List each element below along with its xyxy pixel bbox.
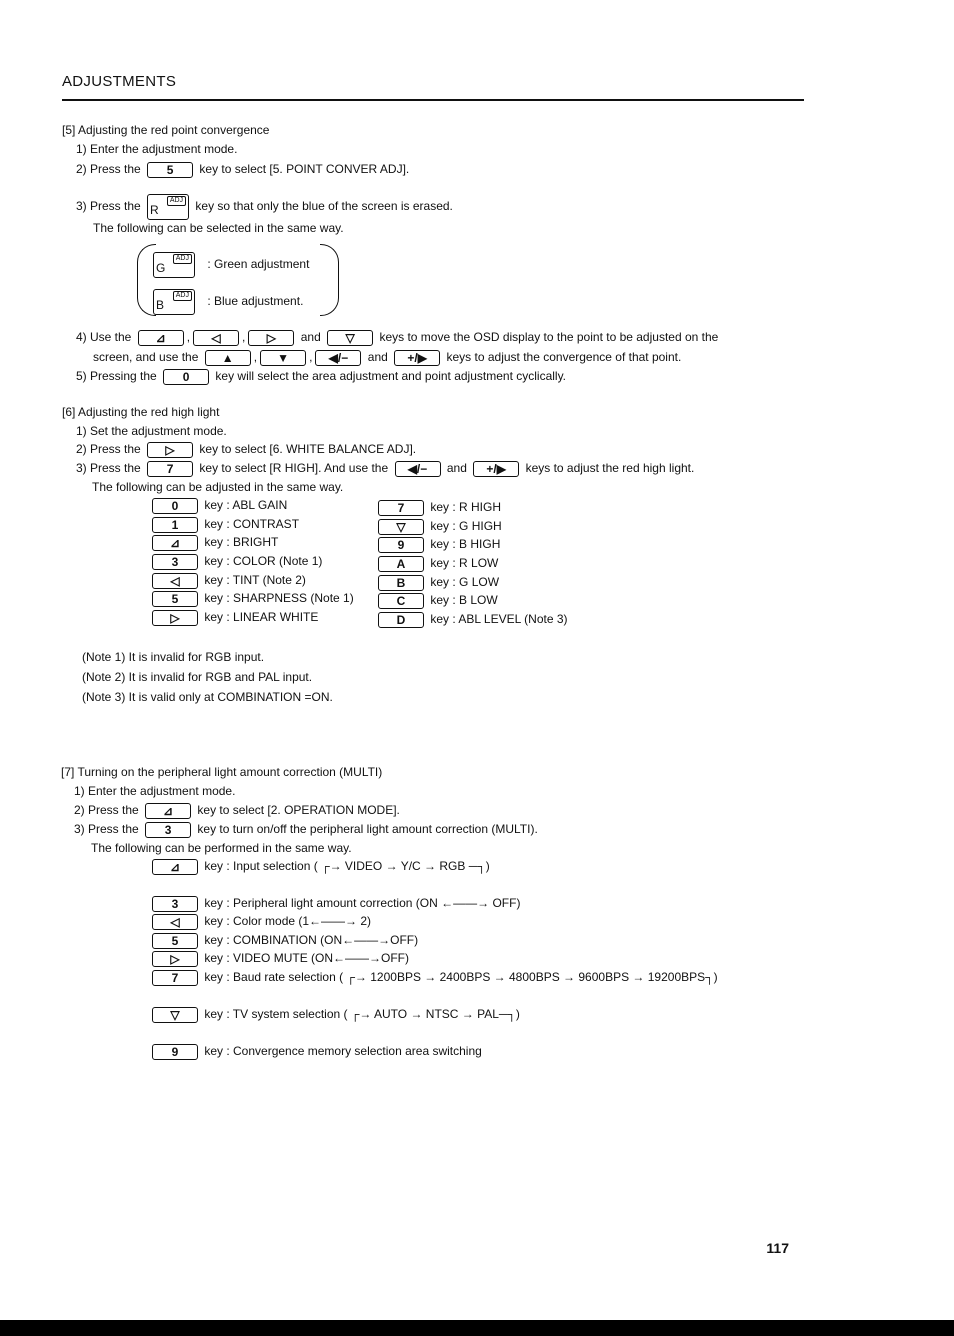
- item-text: key : R HIGH: [430, 500, 502, 515]
- key-right: ▷: [147, 442, 193, 458]
- item-text: key : G LOW: [430, 574, 500, 589]
- key-adj-label: ADJ: [173, 291, 192, 301]
- key-b: B: [378, 575, 424, 591]
- s5-step4-cont: screen, and use the ▲ , ▼ , ◀/− and +/▶ keys to adjust the convergence of that point.: [93, 350, 682, 365]
- key-right: ▷: [152, 610, 198, 626]
- key-c: C: [378, 593, 424, 609]
- key-b-adj: [153, 289, 195, 315]
- key-plus: +/▶: [394, 350, 440, 366]
- s7-step3: [74, 822, 538, 838]
- item-text: key : B HIGH: [430, 537, 501, 552]
- s7-item: [152, 859, 490, 875]
- item-text: key : Color mode (1←——→ 2): [204, 914, 372, 929]
- key-adj-label: ADJ: [167, 196, 186, 206]
- s5-step2: [76, 162, 409, 178]
- green-adj-text: : Green adjustment: [207, 257, 310, 272]
- item-text: key : VIDEO MUTE (ON←——→OFF): [204, 951, 410, 966]
- key-up: ⊿: [138, 330, 184, 346]
- list-item: [378, 556, 568, 575]
- page-number: 117: [766, 1240, 789, 1256]
- key-adj-label: ADJ: [173, 254, 192, 264]
- note-3: (Note 3) It is valid only at COMBINATION =ON.: [82, 690, 333, 704]
- list-item: [152, 517, 354, 536]
- key-5: 5: [152, 591, 198, 607]
- s7-item: [152, 933, 418, 949]
- key-7: 7: [147, 461, 193, 477]
- key-r-adj: [147, 194, 189, 220]
- s7-item: [152, 970, 718, 986]
- key-0: 0: [152, 498, 198, 514]
- key-left: ◁: [193, 330, 239, 346]
- s5-step3: [76, 194, 453, 220]
- item-text: key : R LOW: [430, 556, 499, 571]
- s6-step3-text-b: key to select [R HIGH]. And use the: [199, 461, 389, 476]
- and-word: and: [367, 350, 388, 365]
- blue-adj-row: [150, 289, 303, 315]
- list-item: [152, 498, 354, 517]
- green-adj-row: [150, 252, 309, 278]
- key-minus: ◀/−: [315, 350, 361, 366]
- key-9: 9: [378, 537, 424, 553]
- key-g-label: G: [156, 261, 166, 275]
- list-item: [378, 593, 568, 612]
- key-7: 7: [378, 500, 424, 516]
- key-b-label: B: [156, 298, 165, 312]
- list-item: [378, 575, 568, 594]
- s7-item: [152, 951, 409, 967]
- blue-adj-text: : Blue adjustment.: [207, 294, 304, 309]
- s6-step2-text-a: 2) Press the: [76, 442, 141, 457]
- item-text: key : ABL GAIN: [204, 498, 288, 513]
- s7-step2-text-b: key to select [2. OPERATION MODE].: [197, 803, 400, 818]
- key-1: 1: [152, 517, 198, 533]
- key-left: ◁: [152, 914, 198, 930]
- item-text: key : LINEAR WHITE: [204, 610, 319, 625]
- note-2: (Note 2) It is invalid for RGB and PAL input.: [82, 670, 313, 684]
- list-item: [152, 610, 354, 629]
- s5-step3-text-b: key so that only the blue of the screen is erased.: [195, 199, 453, 214]
- s7-item: [152, 1007, 520, 1023]
- s7-step1: 1) Enter the adjustment mode.: [74, 784, 236, 798]
- s6-right-list: [378, 500, 568, 631]
- s7-item: [152, 914, 371, 930]
- key-left: ◁: [152, 573, 198, 589]
- s6-step1: 1) Set the adjustment mode.: [76, 424, 227, 438]
- section-5-title: [5] Adjusting the red point convergence: [62, 123, 270, 137]
- key-minus: ◀/−: [395, 461, 441, 477]
- s5-step2-text-b: key to select [5. POINT CONVER ADJ].: [199, 162, 410, 177]
- key-d: D: [378, 612, 424, 628]
- s7-following: The following can be performed in the same way.: [91, 841, 352, 855]
- s5-step4-text-b: keys to move the OSD display to the point to be adjusted on the: [379, 330, 719, 345]
- s5-step4-text-d: keys to adjust the convergence of that point.: [446, 350, 682, 365]
- list-item: [378, 500, 568, 519]
- item-text: key : Baud rate selection ( ┌→ 1200BPS → 2400BPS → 4800BPS → 9600BPS → 19200BPS┐): [204, 970, 718, 985]
- s6-step3-text-a: 3) Press the: [76, 461, 141, 476]
- s6-step3-text-c: keys to adjust the red high light.: [525, 461, 695, 476]
- key-0: 0: [163, 369, 209, 385]
- key-7: 7: [152, 970, 198, 986]
- s5-step2-text-a: 2) Press the: [76, 162, 141, 177]
- item-text: key : COMBINATION (ON←——→OFF): [204, 933, 419, 948]
- and-word: and: [446, 461, 467, 476]
- and-word: and: [300, 330, 321, 345]
- key-down-solid: ▼: [260, 350, 306, 366]
- item-text: key : BRIGHT: [204, 535, 279, 550]
- s5-step4-text-c: screen, and use the: [93, 350, 199, 365]
- s5-step5-text-b: key will select the area adjustment and point adjustment cyclically.: [215, 369, 567, 384]
- list-item: [152, 535, 354, 554]
- right-brace: [320, 244, 339, 316]
- item-text: key : ABL LEVEL (Note 3): [430, 612, 568, 627]
- key-g-adj: [153, 252, 195, 278]
- item-text: key : CONTRAST: [204, 516, 300, 531]
- item-text: key : Convergence memory selection area switching: [204, 1044, 482, 1059]
- s5-step4: 4) Use the ⊿ , ◁ , ▷ and ▽ keys to move the OSD display to the point to be adjusted on the: [76, 330, 719, 345]
- s5-step3-text-a: 3) Press the: [76, 199, 141, 214]
- key-plus: +/▶: [473, 461, 519, 477]
- s5-step5-text-a: 5) Pressing the: [76, 369, 157, 384]
- key-5: 5: [152, 933, 198, 949]
- key-9: 9: [152, 1044, 198, 1060]
- s7-item: [152, 1044, 482, 1060]
- key-right: ▷: [152, 951, 198, 967]
- key-3: 3: [152, 554, 198, 570]
- bottom-bar: [0, 1320, 954, 1336]
- list-item: [152, 554, 354, 573]
- s7-step2-text-a: 2) Press the: [74, 803, 139, 818]
- list-item: [378, 519, 568, 538]
- item-text: key : B LOW: [430, 593, 498, 608]
- header-rule: [62, 99, 804, 101]
- s6-left-list: [152, 498, 354, 629]
- item-text: key : TINT (Note 2): [204, 572, 306, 587]
- key-3: 3: [145, 822, 191, 838]
- s6-following: The following can be adjusted in the same way.: [92, 480, 344, 494]
- s7-step3-text-b: key to turn on/off the peripheral light amount correction (MULTI).: [197, 822, 538, 837]
- list-item: [378, 612, 568, 631]
- s5-step1: 1) Enter the adjustment mode.: [76, 142, 238, 156]
- key-right: ▷: [248, 330, 294, 346]
- key-down: ▽: [378, 519, 424, 535]
- s6-step3: [76, 461, 694, 477]
- s5-following: The following can be selected in the same way.: [93, 221, 344, 235]
- note-1: (Note 1) It is invalid for RGB input.: [82, 650, 265, 664]
- list-item: [152, 591, 354, 610]
- key-3: 3: [152, 896, 198, 912]
- s5-step4-text-a: 4) Use the: [76, 330, 132, 345]
- key-down: ▽: [152, 1007, 198, 1023]
- list-item: [152, 573, 354, 592]
- s6-step2: [76, 442, 416, 458]
- s7-step3-text-a: 3) Press the: [74, 822, 139, 837]
- key-5: 5: [147, 162, 193, 178]
- item-text: key : Peripheral light amount correction (ON ←——→ OFF): [204, 896, 521, 911]
- key-down: ▽: [327, 330, 373, 346]
- item-text: key : SHARPNESS (Note 1): [204, 591, 354, 606]
- key-up: ⊿: [152, 859, 198, 875]
- key-up: ⊿: [152, 535, 198, 551]
- list-item: [378, 537, 568, 556]
- item-text: key : TV system selection ( ┌→ AUTO → NTSC → PAL─┐): [204, 1007, 520, 1022]
- key-r-label: R: [150, 203, 159, 217]
- page-header: ADJUSTMENTS: [62, 73, 177, 90]
- key-up-solid: ▲: [205, 350, 251, 366]
- section-6-title: [6] Adjusting the red high light: [62, 405, 220, 419]
- key-up: ⊿: [145, 803, 191, 819]
- section-7-title: [7] Turning on the peripheral light amount correction (MULTI): [61, 765, 383, 779]
- item-text: key : COLOR (Note 1): [204, 554, 323, 569]
- key-a: A: [378, 556, 424, 572]
- item-text: key : Input selection ( ┌→ VIDEO → Y/C → RGB ─┐): [204, 859, 490, 874]
- s5-step5: [76, 369, 566, 385]
- item-text: key : G HIGH: [430, 518, 502, 533]
- s6-step2-text-b: key to select [6. WHITE BALANCE ADJ].: [199, 442, 417, 457]
- s7-step2: [74, 803, 400, 819]
- s7-item: [152, 896, 520, 912]
